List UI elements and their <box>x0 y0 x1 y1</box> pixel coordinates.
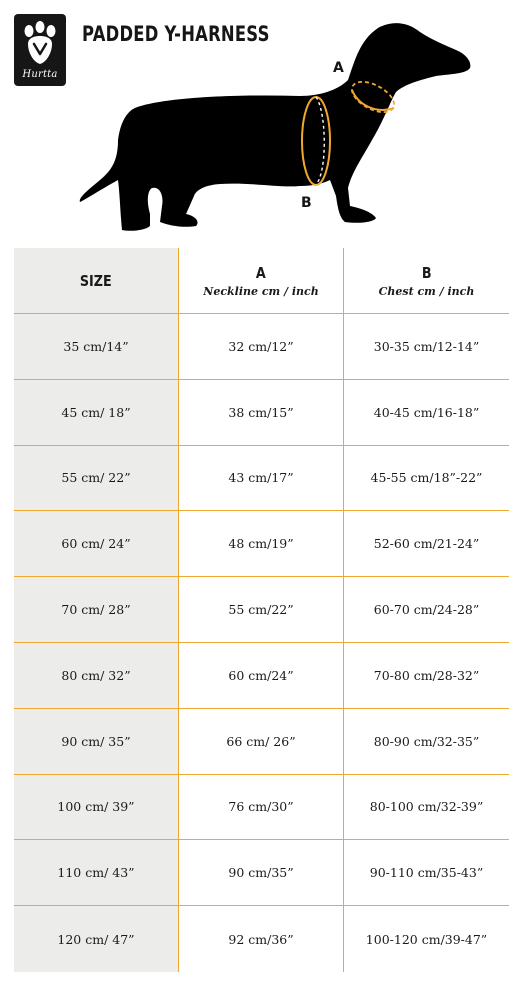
header-neckline <box>179 248 344 314</box>
size-cell: 80 cm/ 32” <box>14 643 179 709</box>
chest-cell: 80-90 cm/32-35” <box>344 709 509 775</box>
neckline-cell: 66 cm/ 26” <box>179 709 344 775</box>
header-neckline-label: A <box>256 263 266 282</box>
measure-label-a: A <box>333 60 344 76</box>
header-size-label: SIZE <box>80 271 112 290</box>
chest-cell: 45-55 cm/18”-22” <box>344 446 509 512</box>
table-row <box>14 906 509 972</box>
neckline-cell: 38 cm/15” <box>179 380 344 446</box>
header-chest-label: B <box>421 263 432 282</box>
size-cell: 110 cm/ 43” <box>14 840 179 906</box>
neckline-cell: 48 cm/19” <box>179 511 344 577</box>
table-row <box>14 775 509 841</box>
header-neckline-sub: Neckline cm / inch <box>203 284 319 298</box>
chest-cell: 90-110 cm/35-43” <box>344 840 509 906</box>
header-chest <box>344 248 509 314</box>
neckline-cell: 90 cm/35” <box>179 840 344 906</box>
size-cell: 35 cm/14” <box>14 314 179 380</box>
dog-silhouette-illustration <box>0 0 523 240</box>
neckline-cell: 43 cm/17” <box>179 446 344 512</box>
chest-cell: 80-100 cm/32-39” <box>344 775 509 841</box>
chest-cell: 40-45 cm/16-18” <box>344 380 509 446</box>
table-row <box>14 643 509 709</box>
measure-label-b: B <box>301 195 312 211</box>
size-cell: 70 cm/ 28” <box>14 577 179 643</box>
table-row <box>14 577 509 643</box>
table-header-row <box>14 248 509 314</box>
table-row <box>14 314 509 380</box>
size-table <box>14 248 509 972</box>
header-size <box>14 248 179 314</box>
header-chest-sub: Chest cm / inch <box>378 284 475 298</box>
table-row <box>14 446 509 512</box>
chest-cell: 60-70 cm/24-28” <box>344 577 509 643</box>
neckline-cell: 55 cm/22” <box>179 577 344 643</box>
neckline-cell: 92 cm/36” <box>179 906 344 972</box>
table-row <box>14 840 509 906</box>
table-row <box>14 511 509 577</box>
table-row <box>14 380 509 446</box>
chest-cell: 70-80 cm/28-32” <box>344 643 509 709</box>
size-cell: 90 cm/ 35” <box>14 709 179 775</box>
size-cell: 100 cm/ 39” <box>14 775 179 841</box>
neckline-cell: 60 cm/24” <box>179 643 344 709</box>
chest-cell: 100-120 cm/39-47” <box>365 931 488 947</box>
neckline-cell: 32 cm/12” <box>179 314 344 380</box>
brand-name: Hurtta <box>22 69 58 80</box>
size-cell: 60 cm/ 24” <box>14 511 179 577</box>
page-title: PADDED Y-HARNESS <box>82 22 270 46</box>
chest-cell: 52-60 cm/21-24” <box>344 511 509 577</box>
neckline-cell: 76 cm/30” <box>179 775 344 841</box>
size-cell: 120 cm/ 47” <box>14 906 179 972</box>
size-cell: 55 cm/ 22” <box>14 446 179 512</box>
size-cell: 45 cm/ 18” <box>14 380 179 446</box>
chest-cell: 30-35 cm/12-14” <box>344 314 509 380</box>
table-row <box>14 709 509 775</box>
